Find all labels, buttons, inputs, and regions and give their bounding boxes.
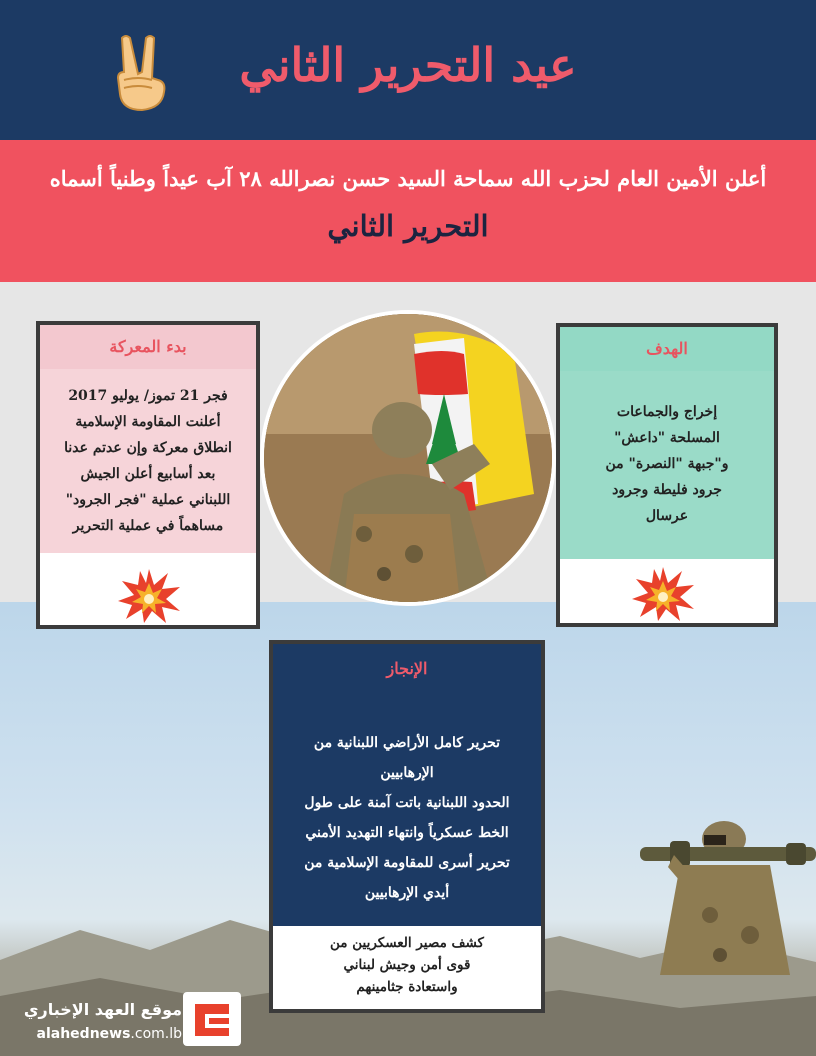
header-band: [0, 0, 816, 140]
achievement-body: [273, 694, 541, 926]
achievement-footer-line: قوى أمن وجيش لبناني: [343, 957, 471, 973]
goal-body: [560, 371, 774, 559]
achievement-footer: [273, 926, 541, 998]
achievement-card: [269, 640, 545, 1013]
site-domain: alahednews: [36, 1026, 131, 1042]
goal-card: [556, 323, 778, 627]
battle-start-heading: بدء المعركة: [40, 325, 256, 369]
goal-line: المسلحة "داعش": [614, 430, 720, 446]
achievement-line: تحرير أسرى للمقاومة الإسلامية من: [304, 855, 510, 871]
goal-line: جرود فليطة وجرود: [612, 482, 722, 498]
announcement-banner: [0, 140, 816, 282]
achievement-line: تحرير كامل الأراضي اللبنانية من: [313, 735, 501, 751]
announcement-subtitle: التحرير الثاني: [327, 209, 489, 243]
achievement-footer-line: واستعادة جثامينهم: [356, 979, 458, 995]
achievement-line: الإرهابيين: [380, 765, 434, 781]
achievement-line: الحدود اللبنانية باتت آمنة على طول: [304, 795, 510, 811]
soldier-salute-photo: [260, 310, 556, 606]
site-name: موقع العهد الإخباري: [23, 1000, 182, 1019]
battle-start-line: أعلنت المقاومة الإسلامية: [75, 414, 221, 430]
battle-start-line: بعد أسابيع أعلن الجيش: [80, 466, 216, 482]
achievement-heading: الإنجاز: [273, 644, 541, 694]
victory-hand-icon: [108, 34, 174, 114]
battle-start-line: انطلاق معركة وإن عدتم عدنا: [64, 440, 232, 456]
achievement-line: الخط عسكرياً وانتهاء التهديد الأمني: [305, 825, 509, 841]
goal-line: عرسال: [645, 508, 689, 524]
battle-start-line: مساهماً في عملية التحرير: [72, 518, 224, 534]
achievement-line: أيدي الإرهابيين: [364, 885, 450, 901]
battle-start-body: [40, 369, 256, 553]
battle-start-line: فجر 21 تموز/ يوليو 2017: [68, 388, 228, 404]
explosion-icon: [630, 565, 696, 623]
soldier-rocket-launcher: [640, 795, 816, 975]
goal-line: إخراج والجماعات: [616, 404, 718, 420]
goal-line: و"جبهة "النصرة" من: [605, 456, 729, 472]
soldier-salute-illustration: [264, 314, 552, 602]
battle-start-line: اللبناني عملية "فجر الجرود": [65, 492, 231, 508]
achievement-footer-line: كشف مصير العسكريين من: [330, 935, 484, 951]
site-tld: .com.lb: [130, 1026, 182, 1042]
goal-heading: الهدف: [560, 327, 774, 371]
site-url: [22, 1026, 182, 1042]
page-title: عيد التحرير الثاني: [239, 38, 577, 92]
alahed-logo-icon: [183, 992, 241, 1046]
announcement-text: أعلن الأمين العام لحزب الله سماحة السيد حسن نصرالله ٢٨ آب عيداً وطنياً أسماه: [49, 166, 767, 191]
battle-start-card: [36, 321, 260, 629]
explosion-icon: [116, 567, 182, 625]
